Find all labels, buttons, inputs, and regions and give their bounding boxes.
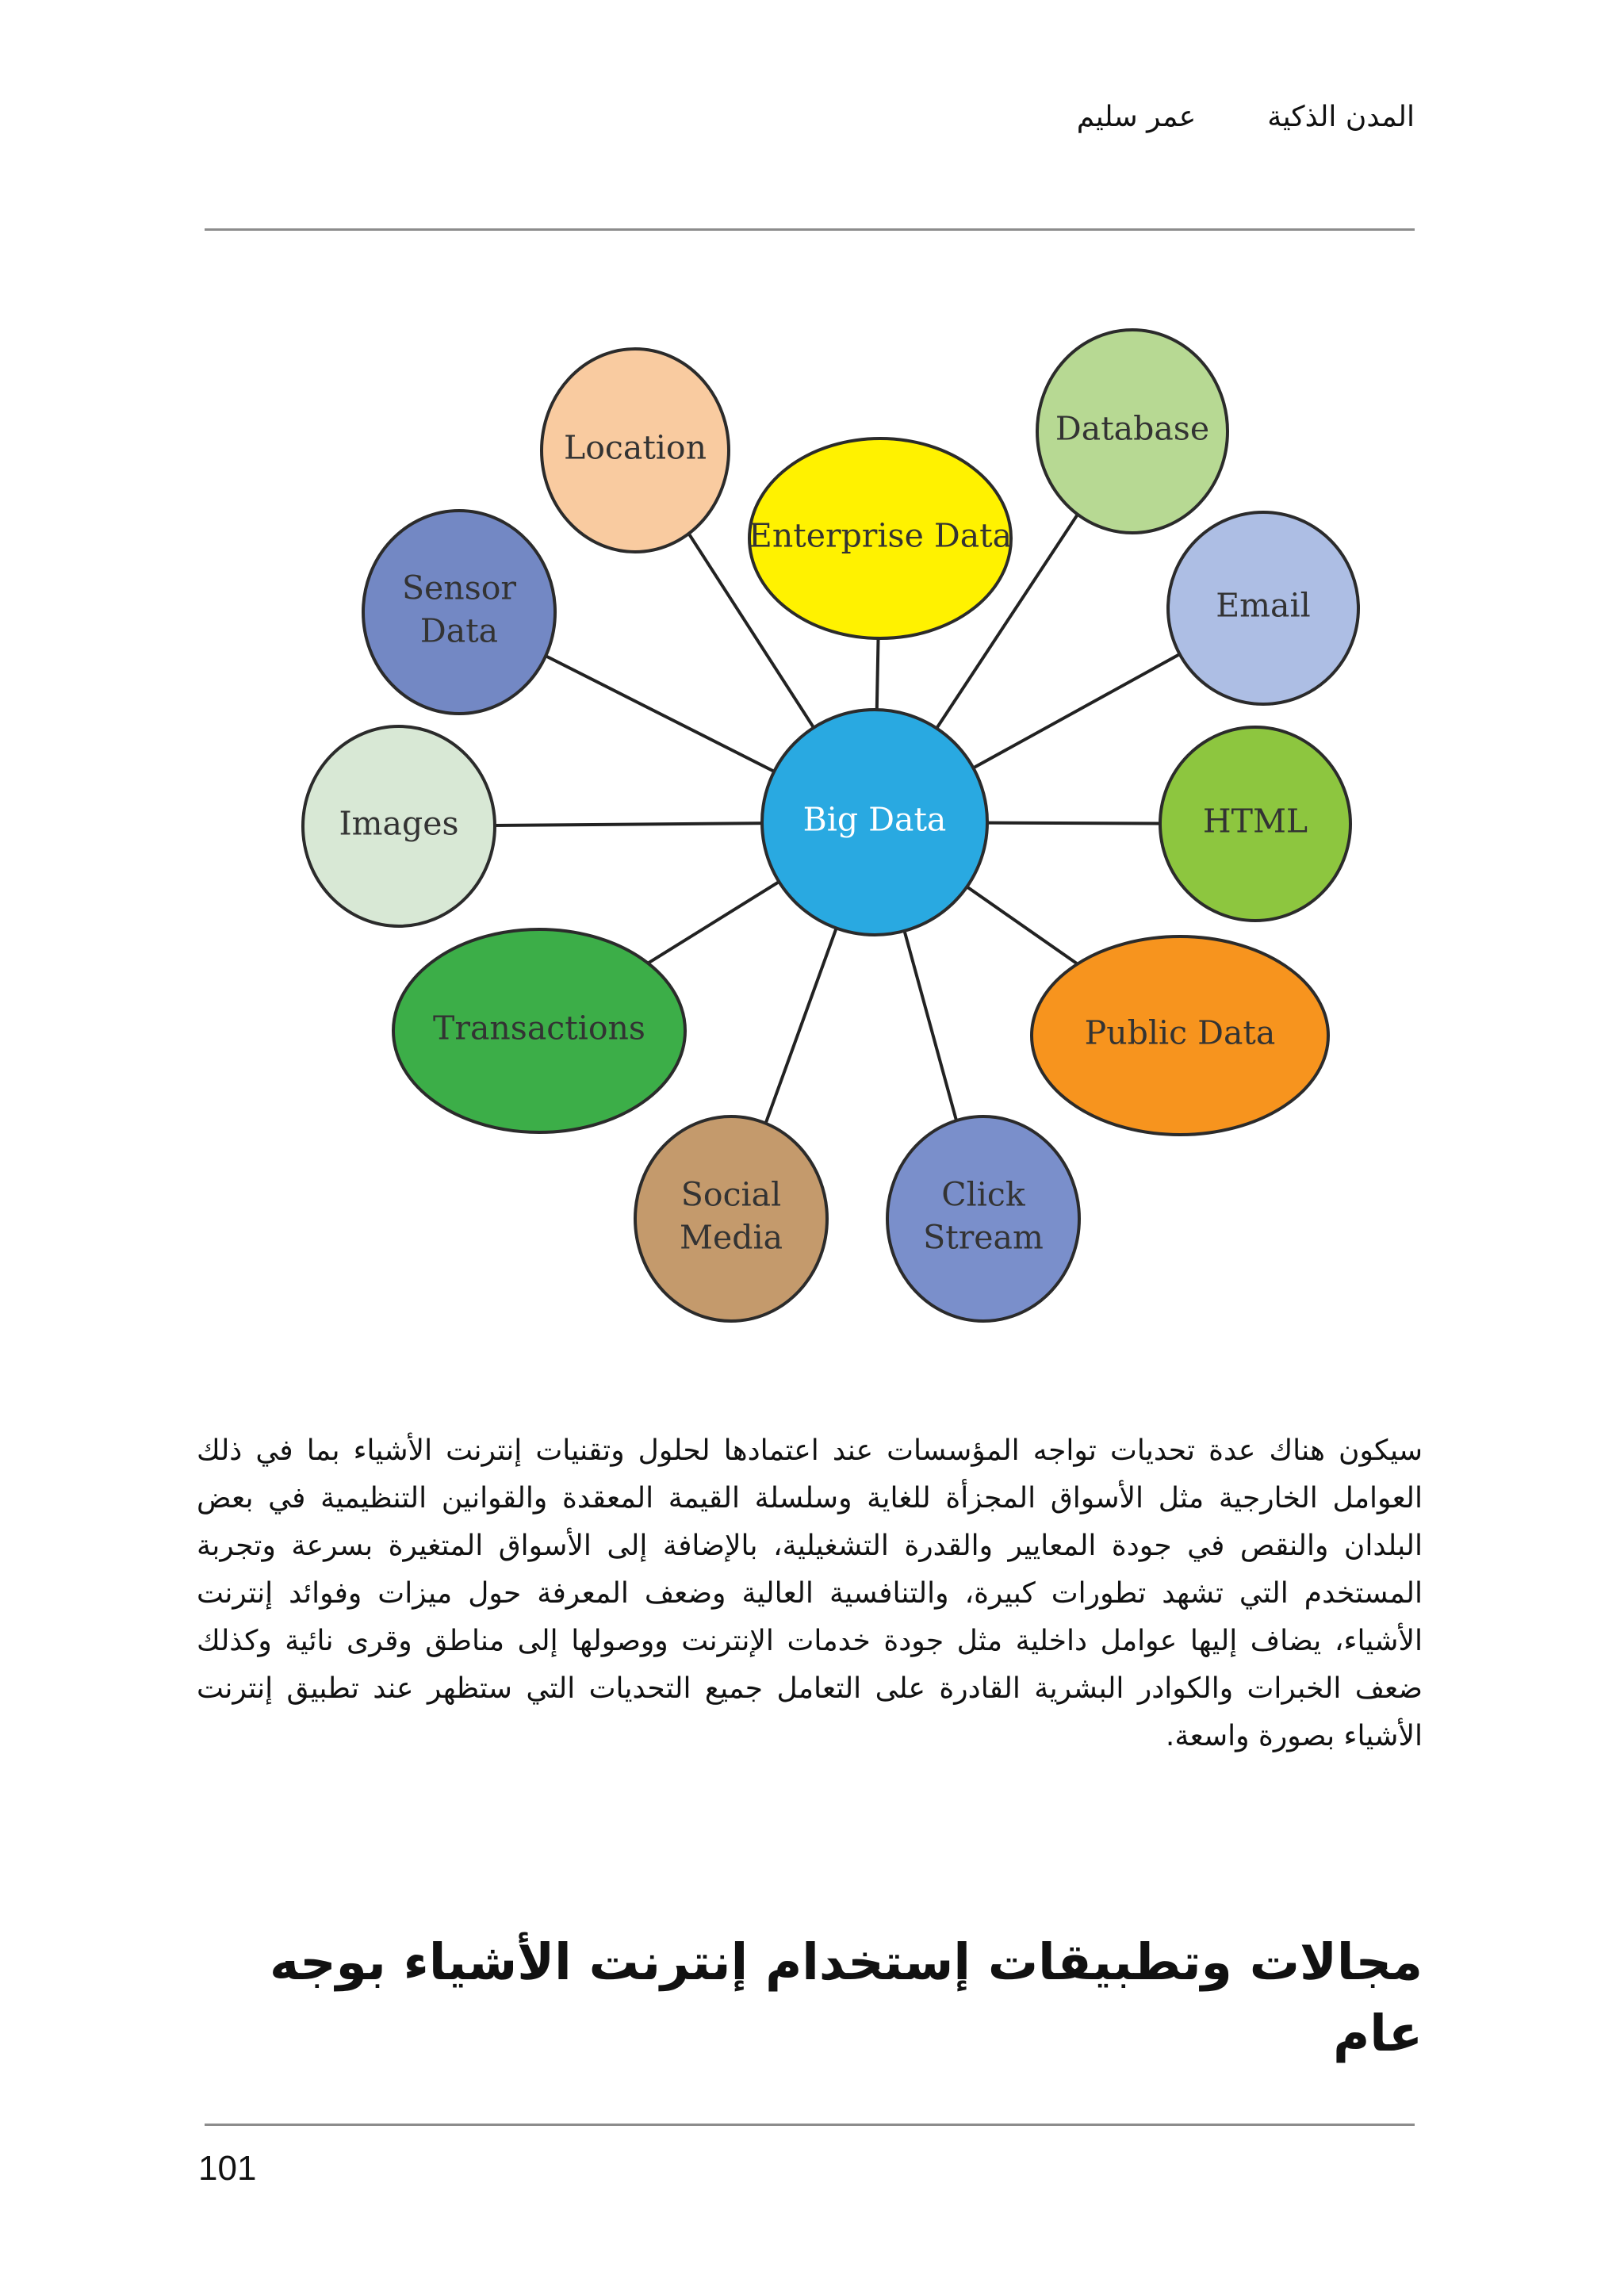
node-enterprise-data-label: Enterprise Data	[748, 516, 1013, 555]
big-data-diagram	[0, 301, 1624, 1364]
node-click-stream-label: Click	[941, 1175, 1025, 1214]
node-sensor-data-label: Data	[419, 611, 499, 650]
node-location	[542, 349, 729, 552]
node-images	[303, 726, 495, 926]
node-email-label: Email	[1216, 586, 1311, 625]
node-social-media-label: Social	[680, 1175, 782, 1214]
node-social-media-label: Media	[679, 1218, 783, 1257]
page-number: 101	[198, 2149, 257, 2188]
node-database	[1037, 330, 1228, 533]
node-sensor-data-label: Sensor	[401, 569, 517, 607]
node-database-label: Database	[1055, 409, 1210, 448]
running-header	[0, 94, 1415, 141]
center-node-label: Big Data	[802, 800, 947, 839]
author-name: عمر سليم	[1076, 101, 1197, 133]
node-transactions	[393, 929, 685, 1132]
node-public-data	[1032, 936, 1328, 1135]
node-public-data-label: Public Data	[1084, 1013, 1276, 1052]
node-click-stream-label: Stream	[923, 1218, 1044, 1257]
footer-rule	[205, 2124, 1415, 2126]
book-title: المدن الذكية	[1267, 101, 1415, 133]
diagram-center-node	[762, 710, 987, 935]
section-heading: مجالات وتطبيقات إستخدام إنترنت الأشياء بوجه عام	[269, 1933, 1423, 2062]
node-sensor-data	[363, 511, 555, 714]
header-rule	[205, 228, 1415, 231]
node-enterprise-data	[749, 439, 1012, 638]
node-transactions-label: Transactions	[433, 1009, 645, 1047]
node-html-label: HTML	[1202, 802, 1308, 841]
node-social-media	[635, 1116, 827, 1321]
body-paragraph: سيكون هناك عدة تحديات تواجه المؤسسات عند اعتمادها لحلول وتقنيات إنترنت الأشياء بما في ذلك العوامل الخارجية مثل الأسواق المجزأة للغاية وسلسلة القيمة المعقدة والقوانين التنظيمية في بعض البلدان والنقص في جودة المعايير والقدرة التشغيلية، بالإضافة إلى الأسواق المتغيرة بسرعة وتجربة المستخدم التي تشهد تطورات كبيرة، والتنافسية العالية وضعف المعرفة حول ميزات وفوائد إنترنت الأشياء، يضاف إليها عوامل داخلية مثل جودة خدمات الإنترنت ووصولها إلى مناطق وقرى نائية وكذلك ضعف الخبرات والكوادر البشرية القادرة على التعامل جميع التحديات التي ستظهر عند تطبيق إنترنت الأشياء بصورة واسعة.	[197, 1434, 1423, 1752]
node-images-label: Images	[339, 804, 459, 843]
node-email	[1168, 512, 1358, 704]
node-html	[1160, 727, 1350, 921]
node-location-label: Location	[564, 428, 707, 467]
node-click-stream	[887, 1116, 1079, 1321]
diagram-canvas	[0, 301, 1624, 1364]
